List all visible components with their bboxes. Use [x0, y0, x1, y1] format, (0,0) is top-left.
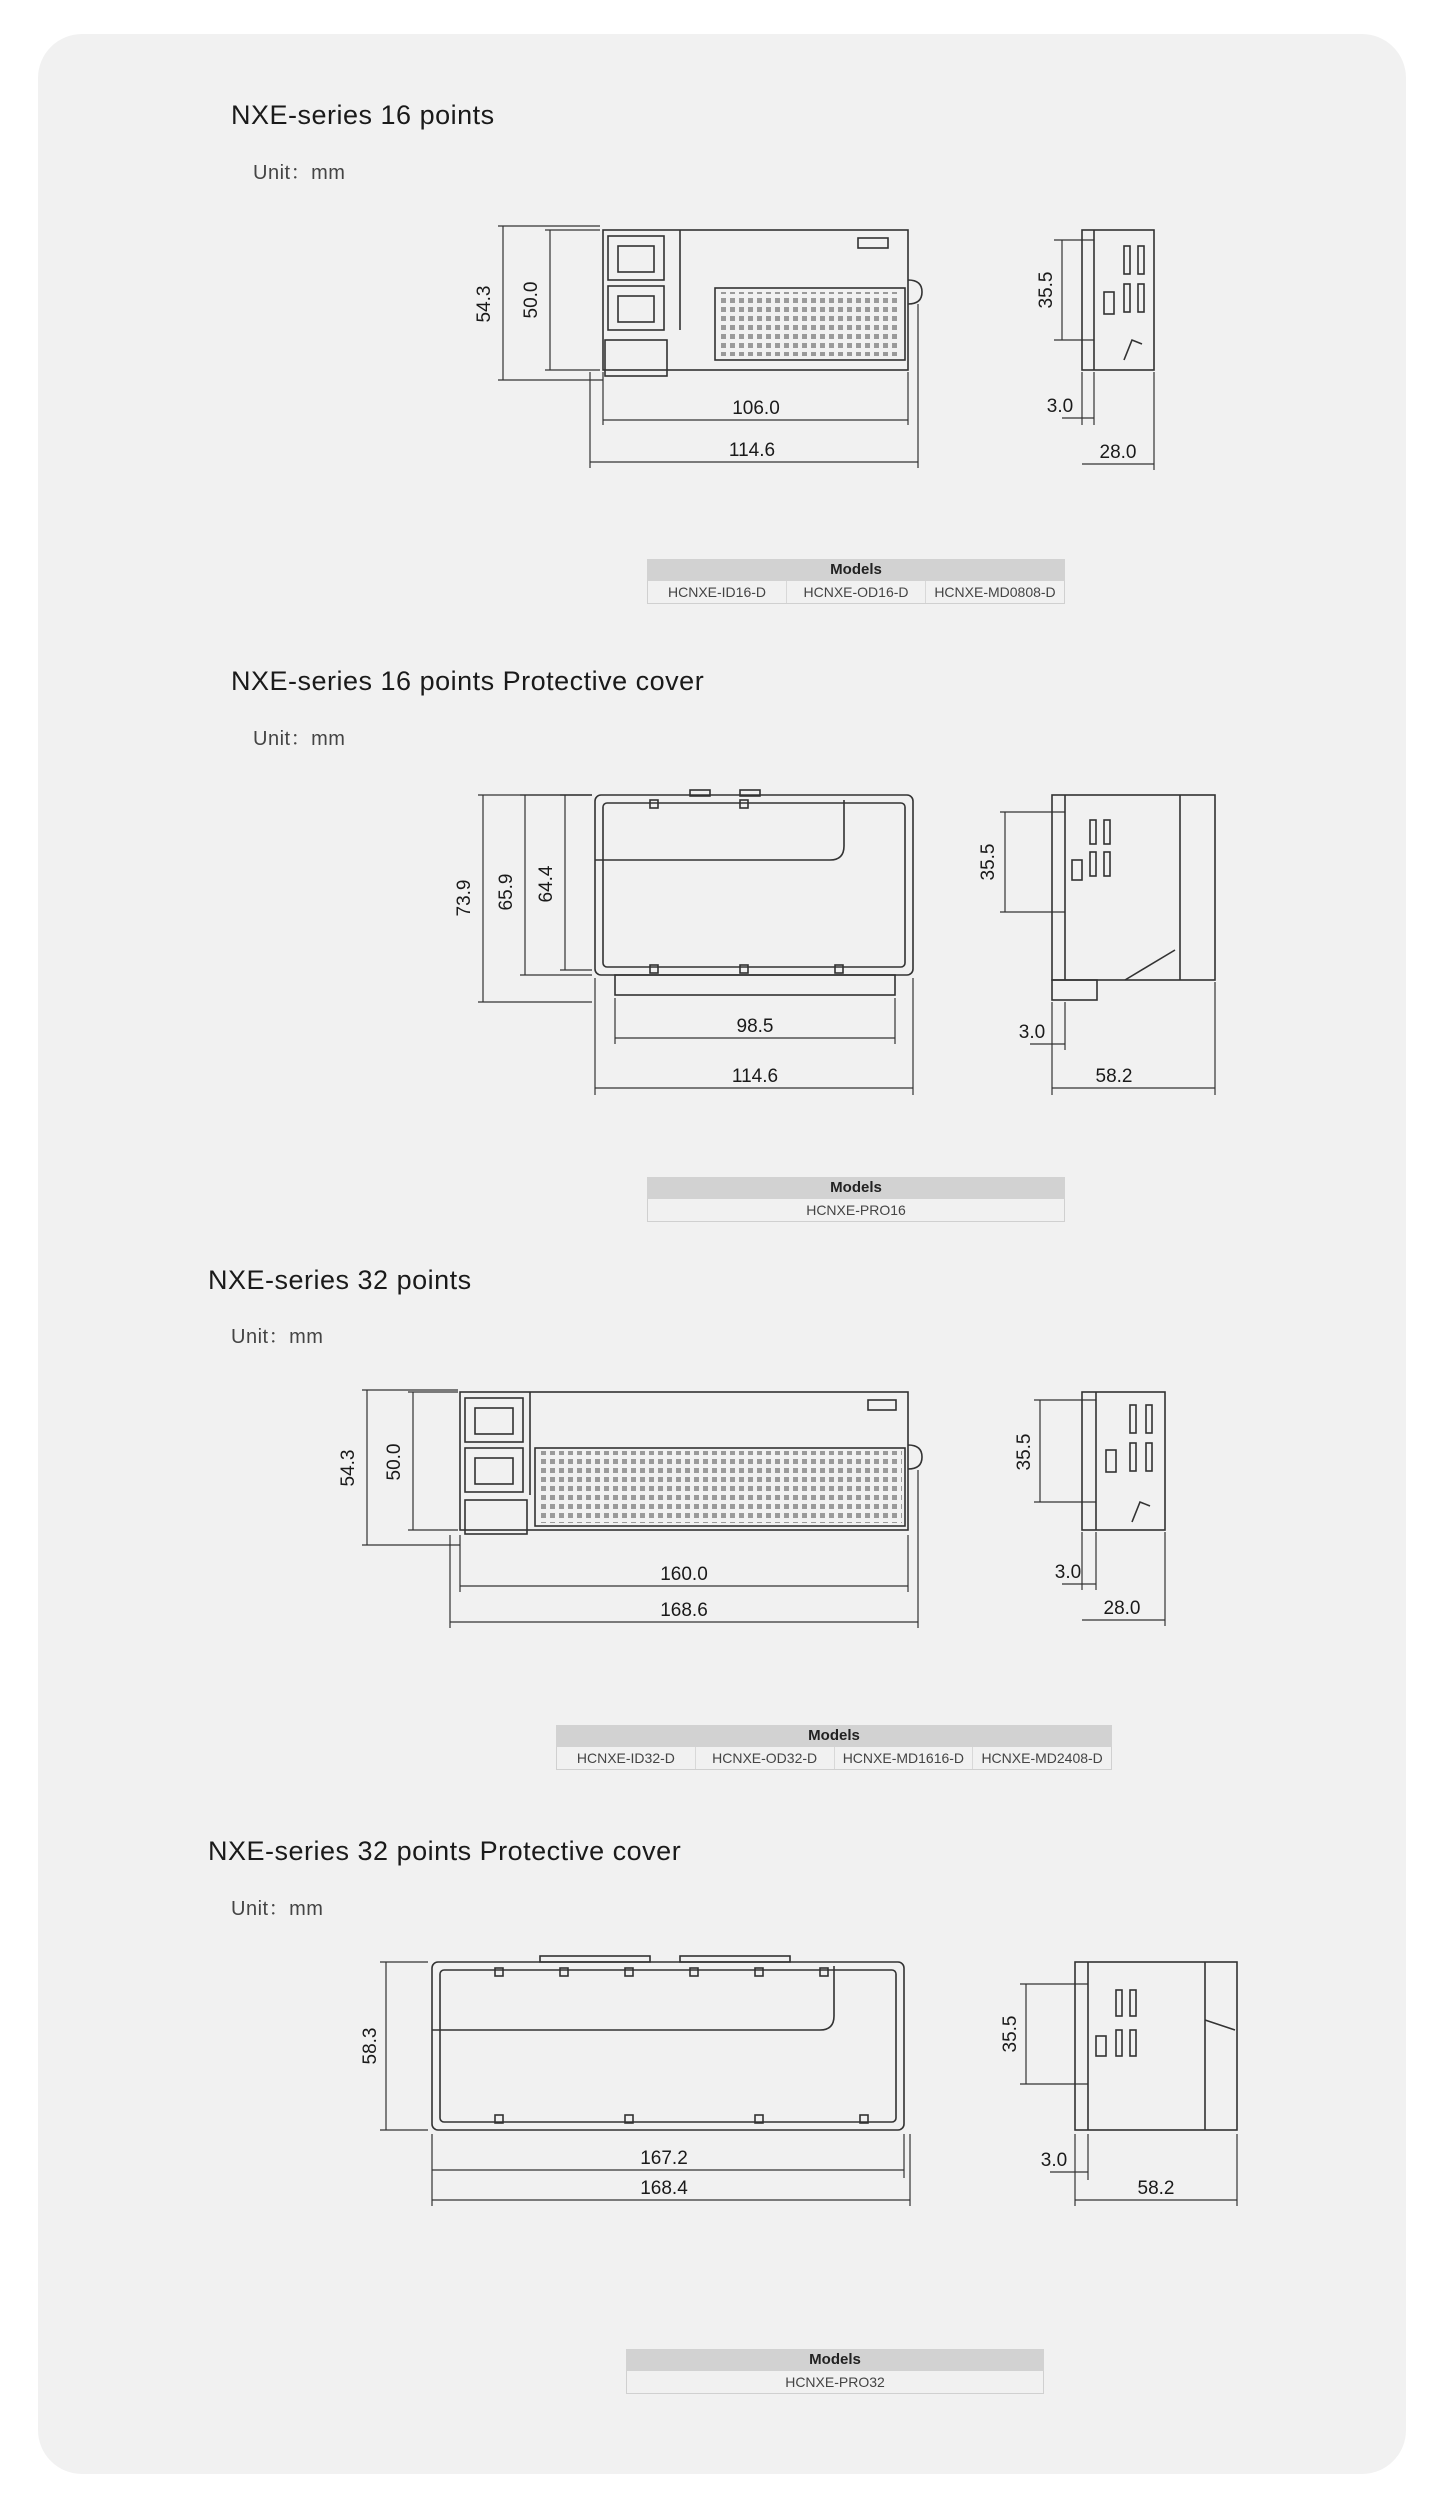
- models-header: Models: [647, 559, 1065, 581]
- models-header: Models: [647, 1177, 1065, 1199]
- dim-height-1: 58.3: [360, 2027, 381, 2065]
- section-title-16-points: NXE-series 16 points: [231, 100, 495, 130]
- model-cell: HCNXE-ID16-D: [648, 581, 787, 603]
- model-cell: HCNXE-MD0808-D: [934, 584, 1056, 600]
- unit-label-32-points-cover: Unit：mm: [231, 1898, 324, 1920]
- dim-side-width: 28.0: [1099, 442, 1137, 463]
- dim-width-outer: 114.6: [731, 1066, 779, 1087]
- models-header: Models: [556, 1725, 1112, 1747]
- model-cell: HCNXE-PRO32: [785, 2374, 885, 2390]
- dim-width-outer: 114.6: [728, 440, 776, 461]
- unit-label-16-points: Unit：mm: [253, 162, 346, 184]
- dim-height-inner: 50.0: [384, 1443, 405, 1481]
- dim-side-offset: 3.0: [1046, 396, 1074, 417]
- dim-side-offset: 3.0: [1018, 1022, 1046, 1043]
- dim-side-height: 35.5: [1000, 2015, 1021, 2053]
- dim-side-width: 58.2: [1095, 1066, 1133, 1087]
- front-view-32-points-cover: [360, 1950, 940, 2210]
- dim-height-3: 64.4: [536, 865, 557, 903]
- dim-side-offset: 3.0: [1054, 1562, 1082, 1583]
- dim-width-inner: 160.0: [660, 1564, 708, 1585]
- section-title-32-points: NXE-series 32 points: [208, 1265, 472, 1295]
- front-view-16-points-cover: [455, 780, 945, 1100]
- dim-height-inner: 50.0: [521, 281, 542, 319]
- model-cell: HCNXE-OD32-D: [696, 1747, 835, 1769]
- dim-height-outer: 54.3: [474, 285, 495, 323]
- side-view-32-points-cover: [990, 1950, 1240, 2210]
- dim-width-inner: 106.0: [732, 398, 780, 419]
- section-title-32-points-cover: NXE-series 32 points Protective cover: [208, 1836, 682, 1866]
- dim-width-inner: 98.5: [736, 1016, 774, 1037]
- unit-label-16-points-cover: Unit：mm: [253, 728, 346, 750]
- side-view-16-points: [1020, 220, 1190, 470]
- dim-side-height: 35.5: [1036, 271, 1057, 309]
- dim-width-outer: 168.4: [640, 2178, 688, 2199]
- model-cell: HCNXE-MD2408-D: [981, 1750, 1103, 1766]
- dim-side-height: 35.5: [1014, 1433, 1035, 1471]
- terminal-pins: [720, 292, 900, 356]
- dim-side-offset: 3.0: [1040, 2150, 1068, 2171]
- models-table-32-points: [556, 1725, 1112, 1770]
- section-title-16-points-cover: NXE-series 16 points Protective cover: [231, 666, 705, 696]
- dim-height-outer: 54.3: [338, 1449, 359, 1487]
- dim-side-width: 28.0: [1103, 1598, 1141, 1619]
- model-cell: HCNXE-OD16-D: [787, 581, 926, 603]
- models-header: Models: [626, 2349, 1044, 2371]
- model-cell: HCNXE-PRO16: [806, 1202, 906, 1218]
- dim-width-inner: 167.2: [640, 2148, 688, 2169]
- models-table-16-points-cover: [647, 1177, 1065, 1222]
- side-view-16-points-cover: [978, 780, 1230, 1100]
- dim-width-outer: 168.6: [660, 1600, 708, 1621]
- model-cell: HCNXE-ID32-D: [557, 1747, 696, 1769]
- dim-side-width: 58.2: [1137, 2178, 1175, 2199]
- model-cell: HCNXE-MD1616-D: [835, 1747, 974, 1769]
- dim-side-height: 35.5: [978, 843, 999, 881]
- models-table-32-points-cover: [626, 2349, 1044, 2394]
- front-view-32-points: [330, 1380, 950, 1640]
- side-view-32-points: [1010, 1380, 1190, 1640]
- front-view-16-points: [470, 220, 940, 470]
- models-table-16-points: [647, 559, 1065, 604]
- unit-label-32-points: Unit：mm: [231, 1326, 324, 1348]
- dim-height-2: 65.9: [496, 873, 517, 911]
- dim-height-1: 73.9: [454, 879, 475, 917]
